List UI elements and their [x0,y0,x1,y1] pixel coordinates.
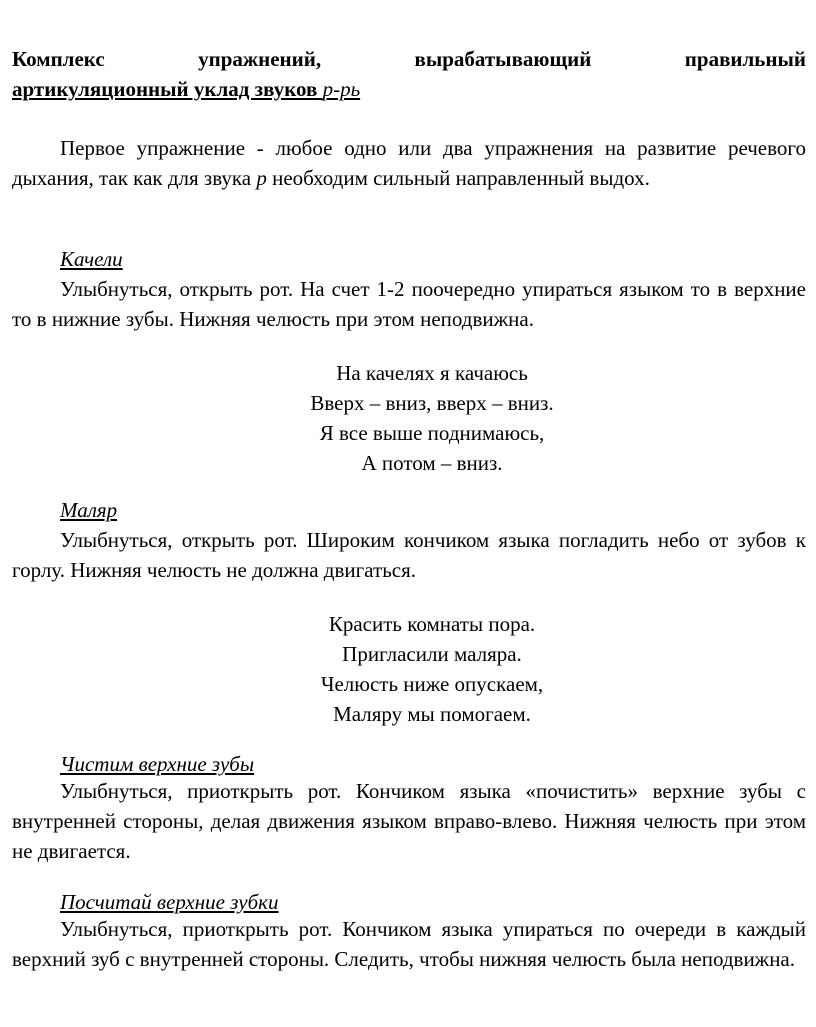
title-word: правильный [684,47,806,71]
title-word: вырабатывающий [414,47,592,71]
title-line-2-text: артикуляционный уклад звуков [12,77,318,101]
verse-line: Вверх – вниз, вверх – вниз. [310,391,554,415]
verse-kacheli [12,358,816,478]
intro-text-end: необходим сильный направленный выдох. [272,166,650,190]
exercise-text-kacheli: Улыбнуться, открыть рот. На счет 1-2 поочередно упираться языком то в верхние то в нижние зубы. Нижняя челюсть при этом неподвижна. [12,277,806,331]
document-title [12,44,806,104]
intro-letter: р [256,166,267,190]
title-sounds: р-рь [322,77,361,101]
title-word: упражнений, [198,47,322,71]
verse-line: На качелях я качаюсь [336,361,528,385]
exercise-text-poschitay: Улыбнуться, приоткрыть рот. Кончиком языка упираться по очереди в каждый верхний зуб с внутренней стороны. Следить, чтобы нижняя челюсть была неподвижна. [12,917,806,971]
verse-line: Челюсть ниже опускаем, [320,672,544,696]
exercise-heading-malyar: Маляр [60,498,118,522]
verse-line: Красить комнаты пора. [328,612,536,636]
exercise-heading-poschitay: Посчитай верхние зубки [60,890,279,914]
exercise-heading-kacheli: Качели [60,247,123,271]
verse-line: А потом – вниз. [361,451,503,475]
verse-malyar [12,609,816,729]
intro-text: Первое упражнение - любое одно или два упражнения на развитие речевого дыхания, так как для звука [12,136,806,190]
exercise-text-chistim: Улыбнуться, приоткрыть рот. Кончиком языка «почистить» верхние зубы с внутренней стороны, делая движения языком вправо-влево. Нижняя челюсть при этом не двигается. [12,779,806,863]
title-line-2 [12,74,806,104]
exercise-heading-chistim: Чистим верхние зубы [60,752,255,776]
exercise-text-malyar: Улыбнуться, открыть рот. Широким кончиком языка погладить небо от зубов к горлу. Нижняя челюсть не должна двигаться. [12,528,806,582]
verse-line: Пригласили маляра. [342,642,522,666]
intro-paragraph [12,133,806,193]
title-word: Комплекс [12,47,105,71]
title-line-1 [12,44,806,74]
verse-line: Маляру мы помогаем. [333,702,531,726]
verse-line: Я все выше поднимаюсь, [319,421,545,445]
